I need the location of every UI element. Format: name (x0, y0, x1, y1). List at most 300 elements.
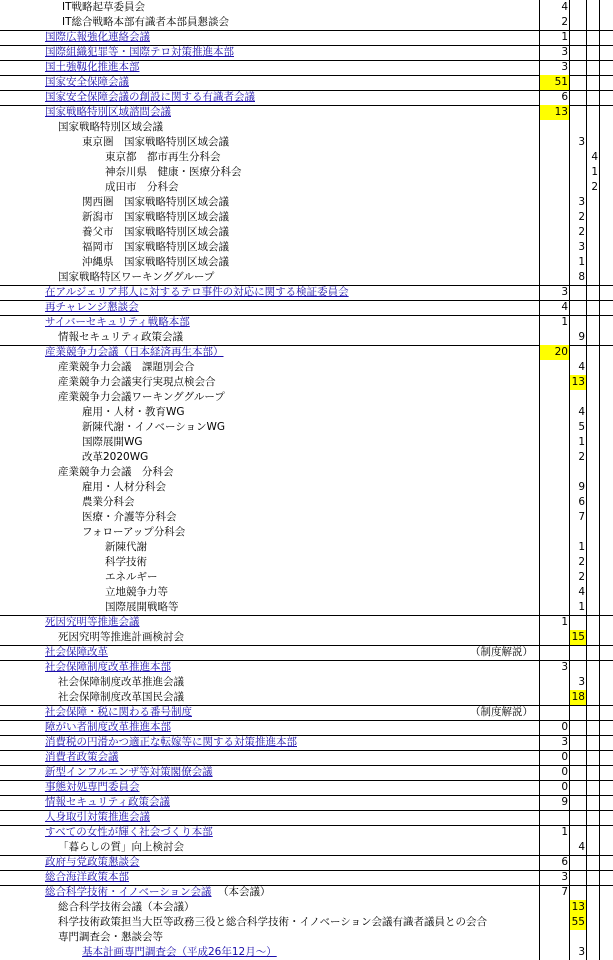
meeting-count-c3 (586, 540, 599, 555)
meeting-count-c3 (586, 255, 599, 270)
council-name: 情報セキュリティ政策会議 (58, 331, 183, 343)
meeting-count-c1 (539, 465, 569, 480)
council-link[interactable]: すべての女性が輝く社会づくり本部 (45, 826, 213, 838)
council-name: 福岡市 国家戦略特別区域会議 (82, 241, 229, 253)
meeting-count-c2: 9 (578, 331, 585, 343)
table-row (0, 765, 613, 781)
meeting-count-c3 (586, 15, 599, 30)
meeting-count-c3 (586, 780, 599, 795)
table-row (0, 45, 613, 61)
meeting-count-c1 (539, 555, 569, 570)
meeting-count-c3 (586, 195, 599, 210)
meeting-count-c3 (586, 105, 599, 120)
council-name: 東京都 都市再生分科会 (105, 151, 221, 163)
council-link[interactable]: 国土強靱化推進本部 (45, 61, 140, 73)
meeting-count-c3 (586, 810, 599, 825)
council-link[interactable]: 社会保障・税に関わる番号制度 (45, 706, 192, 718)
table-row (0, 495, 613, 510)
meeting-count-c1 (539, 375, 569, 390)
table-row (0, 705, 613, 721)
meeting-count-c2 (569, 45, 586, 60)
table-row (0, 750, 613, 766)
meeting-count-c1 (539, 690, 569, 705)
meeting-count-c2 (569, 750, 586, 765)
meeting-count-c1: 1 (561, 316, 568, 328)
meeting-count-c2: 1 (578, 541, 585, 553)
table-row (0, 210, 613, 225)
meeting-count-c3 (586, 315, 599, 330)
council-name: 養父市 国家戦略特別区域会議 (82, 226, 229, 238)
council-suffix: （本会議） (218, 886, 271, 898)
meeting-count-c3 (586, 510, 599, 525)
meeting-count-c1 (539, 510, 569, 525)
council-name: 東京圏 国家戦略特別区域会議 (82, 136, 229, 148)
meeting-count-c2: 2 (578, 211, 585, 223)
table-row (0, 405, 613, 420)
meeting-count-c2 (569, 150, 586, 165)
meeting-count-c3 (586, 600, 599, 615)
council-link[interactable]: 総合科学技術・イノベーション会議 (45, 886, 212, 898)
meeting-count-c3 (586, 45, 599, 60)
meeting-count-c1 (539, 675, 569, 690)
meeting-count-c2 (569, 660, 586, 675)
council-link[interactable]: 総合海洋政策本部 (45, 871, 129, 883)
meeting-count-c1 (539, 180, 569, 195)
council-link[interactable]: 国家安全保障会議の創設に関する有識者会議 (45, 91, 255, 103)
meeting-count-c2 (569, 300, 586, 315)
meeting-count-c3 (586, 450, 599, 465)
meeting-count-c2 (569, 810, 586, 825)
meeting-count-c3 (586, 270, 599, 285)
meeting-count-c1 (539, 390, 569, 405)
meeting-count-c3 (586, 465, 599, 480)
council-name: 新潟市 国家戦略特別区域会議 (82, 211, 229, 223)
council-link[interactable]: 障がい者制度改革推進本部 (45, 721, 171, 733)
meeting-count-c2: 55 (569, 915, 586, 930)
meeting-count-c2 (569, 75, 586, 90)
table-row (0, 660, 613, 675)
meeting-count-c2: 1 (578, 256, 585, 268)
meeting-count-c2 (569, 525, 586, 540)
council-name: 社会保障制度改革国民会議 (58, 691, 184, 703)
meeting-count-c2: 2 (578, 556, 585, 568)
meeting-count-c2: 13 (569, 375, 586, 390)
table-row (0, 135, 613, 150)
council-link[interactable]: 産業競争力会議（日本経済再生本部） (45, 346, 224, 358)
meeting-count-c2: 7 (578, 511, 585, 523)
meeting-count-c1 (539, 645, 569, 660)
meeting-count-c1: 2 (561, 16, 568, 28)
council-link[interactable]: 事態対処専門委員会 (45, 781, 140, 793)
meeting-count-c2 (569, 735, 586, 750)
column-divider (539, 0, 540, 960)
meeting-count-c1: 7 (561, 886, 568, 898)
meeting-count-c2 (569, 705, 586, 720)
meeting-count-c2 (569, 885, 586, 900)
council-link[interactable]: 政府与党政策懇談会 (45, 856, 140, 868)
table-row (0, 480, 613, 495)
meeting-count-c2: 3 (578, 676, 585, 688)
meeting-count-c1 (539, 570, 569, 585)
meeting-count-c1 (539, 210, 569, 225)
table-row (0, 720, 613, 736)
meeting-count-c1: 0 (561, 751, 568, 763)
table-row (0, 885, 613, 900)
table-row (0, 225, 613, 240)
table-row (0, 945, 613, 960)
meeting-count-c1: 51 (539, 75, 569, 90)
column-divider (586, 0, 587, 960)
meeting-count-c3 (586, 240, 599, 255)
council-link[interactable]: 消費税の円滑かつ適正な転嫁等に関する対策推進本部 (45, 736, 297, 748)
table-row (0, 450, 613, 465)
meeting-count-c1 (539, 255, 569, 270)
council-name: 新陳代謝・イノベーションWG (82, 421, 226, 433)
meeting-count-c2: 13 (569, 900, 586, 915)
table-row (0, 540, 613, 555)
table-row (0, 825, 613, 840)
meeting-count-c1 (539, 195, 569, 210)
table-row (0, 30, 613, 46)
table-row (0, 375, 613, 390)
table-row (0, 240, 613, 255)
council-link[interactable]: 国家安全保障会議 (45, 76, 129, 88)
meeting-count-c3 (586, 765, 599, 780)
meeting-count-c3 (586, 420, 599, 435)
meeting-count-c1: 4 (561, 1, 568, 13)
meeting-count-c3 (586, 900, 599, 915)
table-row (0, 930, 613, 945)
meeting-count-c1 (539, 945, 569, 960)
meeting-count-c2 (569, 60, 586, 75)
meeting-count-c2 (569, 765, 586, 780)
meeting-count-c1: 3 (561, 46, 568, 58)
meeting-count-c3 (586, 720, 599, 735)
meeting-count-c1 (539, 150, 569, 165)
meeting-count-c3 (586, 405, 599, 420)
meeting-count-c2: 1 (578, 601, 585, 613)
meeting-count-c3 (586, 75, 599, 90)
meeting-count-c3 (586, 375, 599, 390)
meeting-count-c3 (586, 345, 599, 360)
meeting-count-c3 (586, 885, 599, 900)
council-name: 産業競争力会議 課題別会合 (58, 361, 195, 373)
meeting-count-c3 (586, 585, 599, 600)
council-name: 新陳代謝 (105, 541, 147, 553)
meeting-count-c1 (539, 225, 569, 240)
council-name: 社会保障制度改革推進会議 (58, 676, 184, 688)
council-name: 雇用・人材・教育WG (82, 406, 185, 418)
meeting-count-c1 (539, 135, 569, 150)
meeting-count-c2 (569, 15, 586, 30)
council-name: 成田市 分科会 (105, 181, 179, 193)
council-link[interactable]: 社会保障改革 (45, 646, 108, 658)
meeting-count-c3 (586, 630, 599, 645)
meeting-count-c3 (586, 90, 599, 105)
council-link[interactable]: 新型インフルエンザ等対策閣僚会議 (45, 766, 213, 778)
meeting-count-c3 (586, 735, 599, 750)
meeting-count-c1 (539, 450, 569, 465)
meeting-count-c1: 3 (561, 661, 568, 673)
table-row (0, 420, 613, 435)
council-name: エネルギー (105, 571, 158, 583)
council-name: 国際展開戦略等 (105, 601, 179, 613)
council-name: 雇用・人材分科会 (82, 481, 166, 493)
meeting-count-c2: 4 (578, 361, 585, 373)
table-row (0, 360, 613, 375)
column-divider (569, 0, 570, 960)
meeting-count-c1: 3 (561, 286, 568, 298)
council-name: 立地競争力等 (105, 586, 168, 598)
council-link[interactable]: サイバーセキュリティ戦略本部 (45, 316, 190, 328)
table-row (0, 465, 613, 480)
table-row (0, 510, 613, 525)
meeting-count-c3 (586, 525, 599, 540)
meeting-count-c3 (586, 135, 599, 150)
meeting-count-c2: 2 (578, 571, 585, 583)
meeting-count-c2 (569, 285, 586, 300)
council-name: 科学技術 (105, 556, 147, 568)
meeting-count-c1 (539, 705, 569, 720)
table-row (0, 345, 613, 360)
council-name: 神奈川県 健康・医療分科会 (105, 166, 242, 178)
meeting-count-c2 (569, 825, 586, 840)
meeting-count-c2 (569, 720, 586, 735)
meeting-count-c3 (586, 555, 599, 570)
table-row (0, 300, 613, 316)
table-row (0, 435, 613, 450)
meeting-count-c3 (586, 675, 599, 690)
council-name: 総合科学技術会議（本会議） (58, 901, 195, 913)
meeting-count-c2: 2 (578, 451, 585, 463)
meeting-count-c1 (539, 420, 569, 435)
council-name: 死因究明等推進計画検討会 (58, 631, 184, 643)
council-link[interactable]: 国際広報強化連絡会議 (45, 31, 150, 43)
meeting-count-c2: 2 (578, 226, 585, 238)
meeting-count-c3 (586, 210, 599, 225)
meeting-count-c2 (569, 90, 586, 105)
council-name: 科学技術政策担当大臣等政務三役と総合科学技術・イノベーション会議有識者議員との会合 (58, 916, 488, 928)
meeting-count-c3 (586, 60, 599, 75)
table-row (0, 90, 613, 106)
meeting-count-c1 (539, 525, 569, 540)
meeting-count-c2 (569, 105, 586, 120)
table-row (0, 270, 613, 286)
meeting-count-c1 (539, 240, 569, 255)
meeting-count-c2: 4 (578, 586, 585, 598)
table-row (0, 675, 613, 690)
meeting-count-c2 (569, 30, 586, 45)
table-row (0, 570, 613, 585)
meeting-count-c2: 3 (578, 196, 585, 208)
council-link[interactable]: 再チャレンジ懇談会 (45, 301, 139, 313)
table-row (0, 0, 613, 15)
table-row (0, 810, 613, 826)
council-name: IT戦略起草委員会 (62, 1, 146, 13)
council-name: IT総合戦略本部有識者本部員懇談会 (62, 16, 230, 28)
council-name: 産業競争力会議 分科会 (58, 466, 174, 478)
meeting-count-c2 (569, 780, 586, 795)
meeting-count-c2 (569, 870, 586, 885)
meeting-count-c2: 3 (578, 136, 585, 148)
table-row (0, 780, 613, 796)
meeting-count-c2: 8 (578, 271, 585, 283)
meeting-count-c1 (539, 480, 569, 495)
meeting-count-c2: 1 (578, 436, 585, 448)
council-name: 国際展開WG (82, 436, 143, 448)
meeting-count-c2 (569, 180, 586, 195)
meeting-count-c1 (539, 495, 569, 510)
meeting-count-c1 (539, 900, 569, 915)
table-row (0, 600, 613, 616)
meeting-count-c2 (569, 795, 586, 810)
council-link[interactable]: 在アルジェリア邦人に対するテロ事件の対応に関する検証委員会 (45, 286, 349, 298)
table-row (0, 900, 613, 915)
table-row (0, 735, 613, 751)
council-name: 関西圏 国家戦略特別区域会議 (82, 196, 229, 208)
meeting-count-c1: 0 (561, 781, 568, 793)
meeting-count-c1: 1 (561, 616, 568, 628)
meeting-count-c3 (586, 705, 599, 720)
table-row (0, 390, 613, 405)
council-name: 「暮らしの質」向上検討会 (58, 841, 184, 853)
meeting-count-c2 (569, 645, 586, 660)
meeting-count-c2 (569, 315, 586, 330)
meeting-count-c3 (586, 825, 599, 840)
meeting-count-c2: 3 (578, 946, 585, 958)
council-link[interactable]: 消費者政策会議 (45, 751, 119, 763)
meeting-count-c1 (539, 810, 569, 825)
meeting-count-c3 (586, 30, 599, 45)
table-row (0, 840, 613, 856)
table-row (0, 915, 613, 930)
table-row (0, 330, 613, 346)
council-name: 産業競争力会議実行実現点検会合 (58, 376, 216, 388)
table-row (0, 105, 613, 120)
meeting-count-c3 (586, 285, 599, 300)
table-row (0, 855, 613, 871)
council-link[interactable]: 死因究明等推進会議 (45, 616, 140, 628)
meeting-count-c2: 3 (578, 241, 585, 253)
council-link[interactable]: 国家戦略特別区域諮問会議 (45, 106, 171, 118)
meeting-count-c1 (539, 330, 569, 345)
meeting-count-c1 (539, 165, 569, 180)
table-row (0, 615, 613, 630)
table-row (0, 150, 613, 165)
meeting-count-c1 (539, 120, 569, 135)
table-row (0, 870, 613, 886)
council-link[interactable]: 基本計画専門調査会（平成26年12月～） (82, 946, 277, 958)
table-row (0, 180, 613, 195)
meeting-count-c2 (569, 855, 586, 870)
meeting-count-c2 (569, 465, 586, 480)
meeting-count-c3 (586, 870, 599, 885)
meeting-count-c3 (586, 0, 599, 15)
meeting-count-c3 (586, 645, 599, 660)
meeting-count-c3 (586, 840, 599, 855)
council-name: 農業分科会 (82, 496, 135, 508)
meeting-count-c3 (586, 435, 599, 450)
meeting-count-c2 (569, 615, 586, 630)
table-row (0, 75, 613, 91)
meeting-count-c3 (586, 300, 599, 315)
meeting-count-c2 (569, 930, 586, 945)
meeting-count-c1: 3 (561, 736, 568, 748)
meeting-count-c1: 3 (561, 871, 568, 883)
meeting-count-c1: 9 (561, 796, 568, 808)
meeting-count-c3 (586, 120, 599, 135)
table-row (0, 585, 613, 600)
meeting-count-c1 (539, 915, 569, 930)
meeting-count-c2 (569, 120, 586, 135)
meeting-count-c3 (586, 795, 599, 810)
table-row (0, 195, 613, 210)
table-row (0, 645, 613, 661)
council-link[interactable]: 情報セキュリティ政策会議 (45, 796, 170, 808)
council-link[interactable]: 国際組織犯罪等・国際テロ対策推進本部 (45, 46, 234, 58)
meeting-count-c2 (569, 0, 586, 15)
meeting-count-c3 (586, 330, 599, 345)
meeting-count-c3 (586, 750, 599, 765)
table-row (0, 15, 613, 31)
council-name: 改革2020WG (82, 451, 149, 463)
table-row (0, 120, 613, 135)
meeting-count-c2 (569, 345, 586, 360)
meeting-count-c2: 15 (569, 630, 586, 645)
meeting-count-c1 (539, 840, 569, 855)
meeting-count-c1: 13 (539, 105, 569, 120)
table-row (0, 795, 613, 811)
meeting-count-c3 (586, 360, 599, 375)
meeting-count-c1: 0 (561, 766, 568, 778)
meeting-count-c1 (539, 540, 569, 555)
system-explanation-note[interactable]: （制度解説） (470, 706, 533, 718)
meeting-count-c2: 18 (569, 690, 586, 705)
council-link[interactable]: 社会保障制度改革推進本部 (45, 661, 171, 673)
meeting-count-c1: 6 (561, 91, 568, 103)
meeting-count-c1 (539, 405, 569, 420)
meeting-count-c3 (586, 690, 599, 705)
council-name: 国家戦略特区ワーキンググループ (58, 271, 215, 283)
meeting-count-c3 (586, 915, 599, 930)
meeting-count-c3 (586, 930, 599, 945)
table-row (0, 630, 613, 646)
system-explanation-note[interactable]: （制度解説） (470, 646, 533, 658)
meeting-count-c1: 20 (539, 345, 569, 360)
meeting-count-c3 (586, 480, 599, 495)
meeting-count-c3 (586, 390, 599, 405)
table-row (0, 555, 613, 570)
council-link[interactable]: 人身取引対策推進会議 (45, 811, 150, 823)
column-divider (599, 0, 600, 960)
meeting-count-c3 (586, 495, 599, 510)
meeting-count-c1: 1 (561, 826, 568, 838)
meeting-count-c2: 5 (578, 421, 585, 433)
council-name: フォローアップ分科会 (82, 526, 186, 538)
table-row (0, 60, 613, 76)
table-row (0, 285, 613, 301)
meeting-count-c3 (586, 855, 599, 870)
meeting-count-c1: 0 (561, 721, 568, 733)
meeting-count-c1: 1 (561, 31, 568, 43)
meeting-count-c2: 4 (578, 406, 585, 418)
meeting-count-c3 (586, 225, 599, 240)
meeting-count-c1: 4 (561, 301, 568, 313)
meeting-count-c1 (539, 435, 569, 450)
council-name: 国家戦略特別区域会議 (58, 121, 163, 133)
meeting-count-c3 (586, 660, 599, 675)
meeting-count-c1 (539, 360, 569, 375)
